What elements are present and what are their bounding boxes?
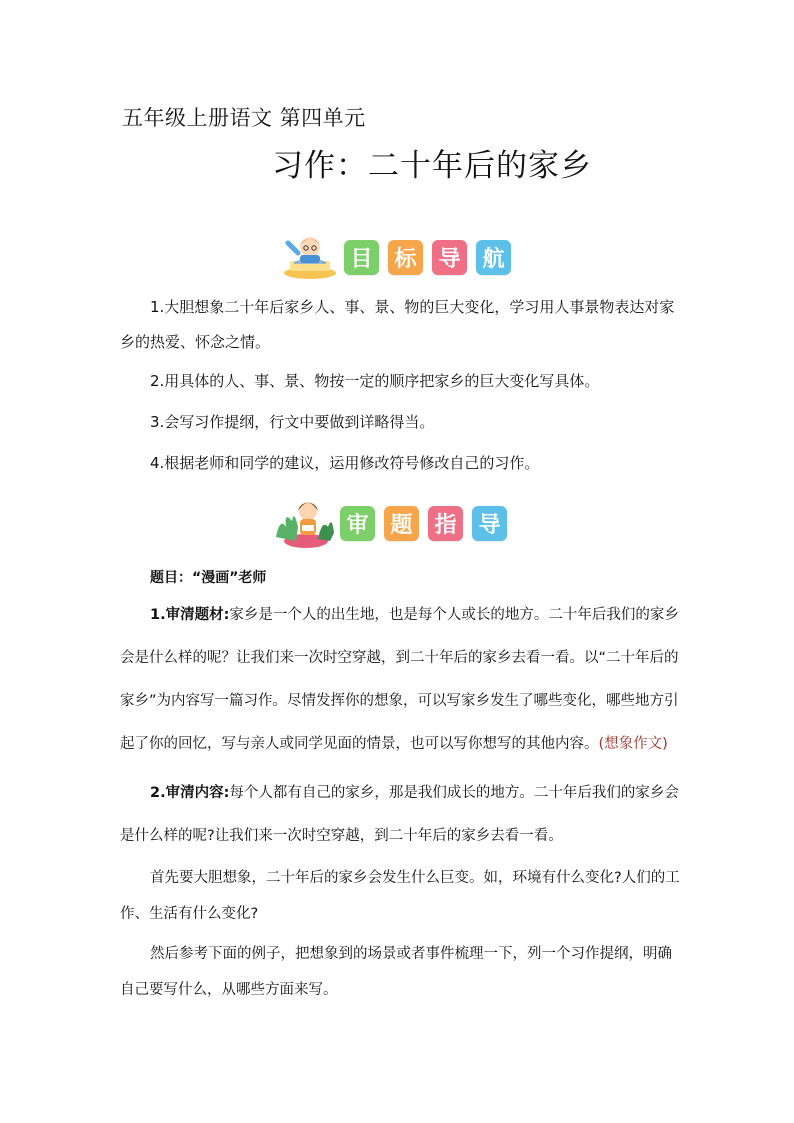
topic-heading: 题目：“漫画”老师 (150, 570, 267, 586)
guidance-paragraph-3: 首先要大胆想象，二十年后的家乡会发生什么巨变。如，环境有什么变化?人们的工作、生活有什么变化? (120, 870, 680, 922)
banner-tile: 目 (344, 240, 379, 275)
banner-tile: 标 (388, 240, 423, 275)
guidance-paragraph-2 (120, 772, 680, 858)
document-title: 习作：二十年后的家乡 (272, 148, 592, 184)
paragraph-text: 每个人都有自己的家乡，那是我们成长的地方。二十年后我们的家乡会是什么样的呢?让我们来一次时空穿越，到二十年后的家乡去看一看。 (120, 785, 679, 844)
paragraph-label: 2.审清内容: (150, 785, 230, 801)
guidance-paragraph-4: 然后参考下面的例子，把想象到的场景或者事件梳理一下，列一个习作提纲，明确自己要写什么，从哪些方面来写。 (120, 946, 672, 998)
paragraph-text: 家乡是一个人的出生地，也是每个人或长的地方。二十年后我们的家乡会是什么样的呢？让我们来一次时空穿越，到二十年后的家乡去看一看。以“二十年后的家乡”为内容写一篇习作。尽情发挥你的想象，可以写家乡发生了哪些变化，哪些地方引起了你的回忆，写与亲人或同学见面的情景，也可以写你想写的其他内容。 (120, 607, 679, 752)
category-tag: (想象作文) (598, 736, 668, 752)
list-item: 1.大胆想象二十年后家乡人、事、景、物的巨大变化，学习用人事景物表达对家乡的热爱、怀念之情。 (120, 298, 675, 351)
banner-tile: 航 (476, 240, 511, 275)
banner-tile: 审 (340, 506, 375, 541)
banner-tile: 导 (432, 240, 467, 275)
list-item: 3.会写习作提纲，行文中要做到详略得当。 (150, 413, 435, 431)
child-reading-icon (280, 233, 338, 281)
list-item: 2.用具体的人、事、景、物按一定的顺序把家乡的巨大变化写具体。 (150, 372, 600, 390)
section-banner-goals (280, 233, 520, 281)
list-item: 4.根据老师和同学的建议，运用修改符号修改自己的习作。 (150, 454, 540, 472)
goals-list (120, 290, 675, 481)
banner-tile: 题 (384, 506, 419, 541)
guidance-section (120, 594, 680, 1008)
guidance-paragraph-1 (120, 594, 680, 766)
banner-tile: 指 (428, 506, 463, 541)
banner-tile: 导 (472, 506, 507, 541)
paragraph-label: 1.审清题材: (150, 607, 230, 623)
document-subtitle: 五年级上册语文 第四单元 (122, 106, 366, 130)
section-banner-topic (272, 497, 516, 549)
girl-with-plants-icon (272, 497, 336, 549)
